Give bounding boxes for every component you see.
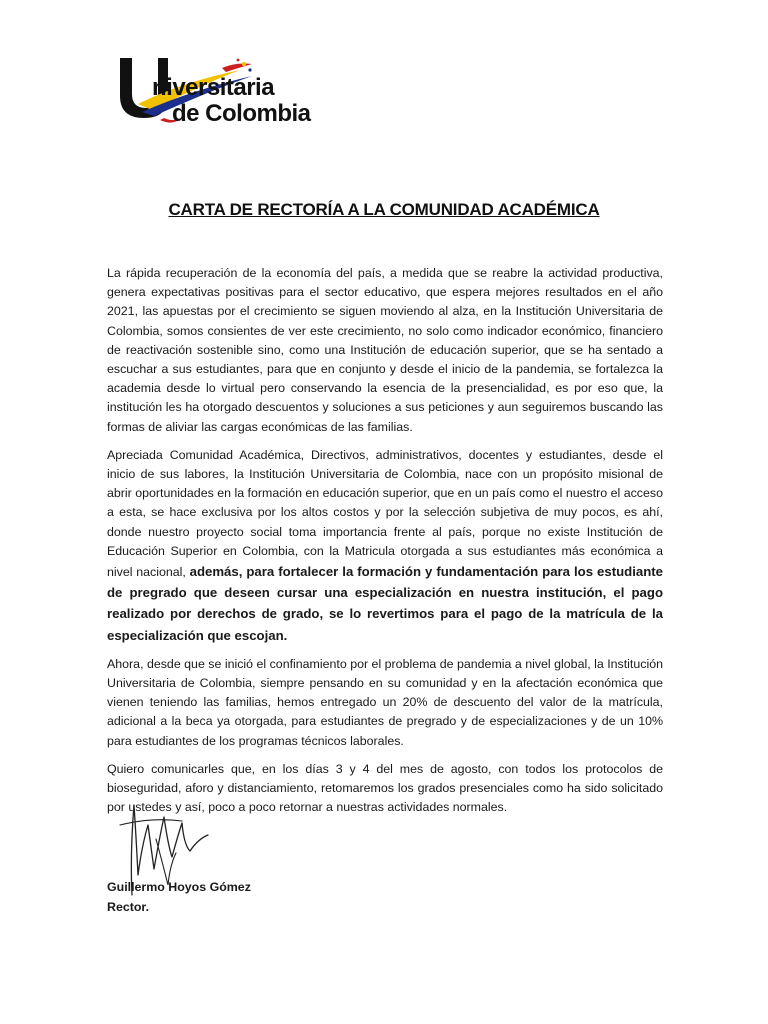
letter-title: CARTA DE RECTORÍA A LA COMUNIDAD ACADÉMICA: [168, 200, 600, 219]
signer-block: [107, 878, 251, 917]
letter-body: [107, 264, 663, 826]
logo-text-universitaria: niversitaria: [152, 74, 275, 101]
university-logo: [112, 52, 327, 132]
logo-text-de-colombia: de Colombia: [172, 100, 311, 127]
paragraph-3: Ahora, desde que se inició el confinamiento por el problema de pandemia a nivel global, la Institución Universitaria de Colombia, siempre pensando en su comunidad y en la afectación económica que vienen teniendo las familias, hemos entregado un 20% de descuento del valor de la matrícula, adicional a la beca ya otorgada, para estudiantes de pregrado y de especializaciones y de un 10% para estudiantes de los programas técnicos laborales.: [107, 656, 663, 748]
signer-role: Rector.: [107, 899, 150, 914]
paragraph-2: [107, 446, 663, 646]
paragraph-2-text: Apreciada Comunidad Académica, Directivos, administrativos, docentes y estudiantes, desde el inicio de sus labores, la Institución Universitaria de Colombia, nace con un propósito misional de abrir oportunidades en la formación en educación superior, que en un país como el nuestro el acceso a esta, se hace exclusiva por los altos costos y por la selección subjetiva de muy pocos, es ahí, donde nuestro proyecto social toma importancia frente al país, porque no existe Institución de Educación Superior en Colombia, con la Matricula otorgada a sus estudiantes más económica a nivel nacional,: [107, 447, 663, 580]
paragraph-4: Quiero comunicarles que, en los días 3 y 4 del mes de agosto, con todos los protocolos de bioseguridad, aforo y distanciamiento, retomaremos los grados presenciales como ha sido solicitado por ustedes y así, poco a poco retornar a nuestras actividades normales.: [107, 761, 663, 815]
paragraph-1: La rápida recuperación de la economía del país, a medida que se reabre la actividad productiva, genera expectativas positivas para el sector educativo, que espera mejores resultados en el año 2021, las apuestas por el crecimiento se siguen moviendo al alza, en la Institución Universitaria de Colombia, somos consientes de ver este crecimiento, no solo como indicador económico, financiero de reactivación sostenible sino, como una Institución de educación superior, que se ha sentado a escuchar a sus estudiantes, para que en conjunto y desde el inicio de la pandemia, se fortalezca la academia desde lo virtual pero conservando la esencia de la presencialidad, es por eso que, la institución les ha otorgado descuentos y soluciones a sus peticiones y aun seguiremos buscando las formas de aliviar las cargas económicas de las familias.: [107, 266, 663, 434]
paragraph-2-bold-text: además, para fortalecer la formación y fundamentación para los estudiante de pregrado que deseen cursar una especialización en nuestra institución, el pago realizado por derechos de grado, se lo revertimos para el pago de la matrícula de la especialización que escojan.: [107, 564, 663, 643]
signer-name: Guillermo Hoyos Gómez: [107, 880, 251, 894]
